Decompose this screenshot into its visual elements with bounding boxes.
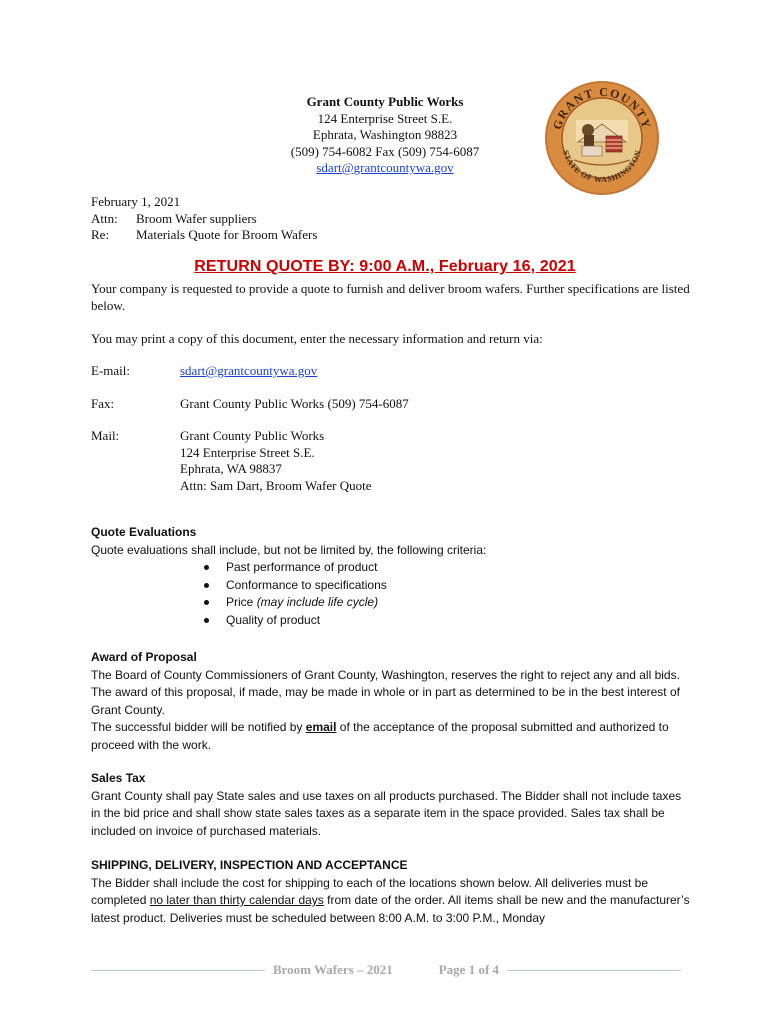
re-value: Materials Quote for Broom Wafers — [136, 227, 318, 242]
list-item: Quality of product — [204, 612, 691, 630]
criteria-list — [204, 559, 691, 629]
list-item-text: Price — [226, 595, 254, 609]
header-email-link[interactable]: sdart@grantcountywa.gov — [316, 160, 454, 175]
attn-value: Broom Wafer suppliers — [136, 210, 257, 226]
contact-email-link[interactable]: sdart@grantcountywa.gov — [180, 363, 318, 378]
quote-evaluations-section — [91, 524, 691, 629]
email-emphasis: email — [305, 720, 337, 734]
re-label: Re: — [91, 227, 110, 242]
list-item: Conformance to specifications — [204, 577, 691, 595]
org-name: Grant County Public Works — [306, 94, 464, 109]
street-address: 124 Enterprise Street S.E. — [317, 110, 453, 126]
footer-doc-title: Broom Wafers – 2021 — [272, 962, 393, 977]
letterhead — [200, 94, 570, 177]
seal-top-text: GRANT COUNTY — [549, 84, 655, 132]
footer-divider — [507, 970, 681, 971]
seal-bottom-text: STATE OF WASHINGTON — [561, 148, 643, 185]
list-item: Past performance of product — [204, 559, 691, 577]
phone-fax: (509) 754-6082 Fax (509) 754-6087 — [290, 143, 480, 159]
page-footer — [91, 960, 681, 980]
award-section — [91, 649, 691, 754]
memo-block — [91, 194, 317, 244]
section-heading: SHIPPING, DELIVERY, INSPECTION AND ACCEPTANCE — [91, 858, 408, 872]
section-text: The Bidder shall include the cost for shipping to each of the locations shown below. All deliveries must be completed no later than thirty calendar days from date of the order. All items shall be new and the manufacturer’s latest product. Deliveries must be scheduled between 8:00 A.M. to 3:00 P.M., Monday — [91, 875, 690, 925]
fax-label: Fax: — [91, 396, 115, 411]
list-item — [204, 594, 691, 612]
section-text: The successful bidder will be notified by email of the acceptance of the proposal submitted and authorized to proceed with the work. — [91, 720, 669, 752]
section-text: Grant County shall pay State sales and use taxes on all products purchased. The Bidder shall not include taxes in the bid price and shall show state sales taxes as a separate item in the space provided. Sales tax shall be included on invoice of purchased materials. — [91, 788, 682, 838]
intro-paragraph: Your company is requested to provide a quote to furnish and deliver broom wafers. Further specifications are listed below. — [91, 281, 690, 313]
print-note: You may print a copy of this document, enter the necessary information and return via: — [91, 331, 543, 346]
price-note: (may include life cycle) — [256, 595, 379, 609]
mail-line: Attn: Sam Dart, Broom Wafer Quote — [180, 477, 372, 493]
city-state: Ephrata, Washington 98823 — [312, 127, 458, 142]
county-seal-icon — [544, 80, 660, 196]
section-heading: Sales Tax — [91, 771, 146, 785]
page-number: Page 1 of 4 — [438, 962, 500, 977]
mail-address — [180, 428, 372, 494]
mail-label: Mail: — [91, 428, 120, 443]
section-text: The Board of County Commissioners of Grant County, Washington, reserves the right to reject any and all bids. The award of this proposal, if made, may be made in whole or in part as determined to be in the best interest of Grant County. — [91, 667, 680, 717]
section-heading: Award of Proposal — [91, 650, 197, 664]
footer-divider — [91, 970, 265, 971]
mail-line: 124 Enterprise Street S.E. — [180, 444, 315, 460]
mail-line: Grant County Public Works — [180, 428, 325, 443]
section-text: Quote evaluations shall include, but not be limited by, the following criteria: — [91, 542, 487, 557]
shipping-section — [91, 857, 691, 927]
return-deadline-title: RETURN QUOTE BY: 9:00 A.M., February 16, 2021 — [194, 258, 576, 275]
sales-tax-section — [91, 770, 691, 840]
section-heading: Quote Evaluations — [91, 525, 197, 539]
fax-value: Grant County Public Works (509) 754-6087 — [180, 396, 409, 411]
delivery-deadline: no later than thirty calendar days — [149, 893, 324, 907]
memo-date: February 1, 2021 — [91, 194, 181, 209]
attn-label: Attn: — [91, 210, 118, 226]
email-label: E-mail: — [91, 363, 130, 378]
mail-line: Ephrata, WA 98837 — [180, 461, 282, 476]
